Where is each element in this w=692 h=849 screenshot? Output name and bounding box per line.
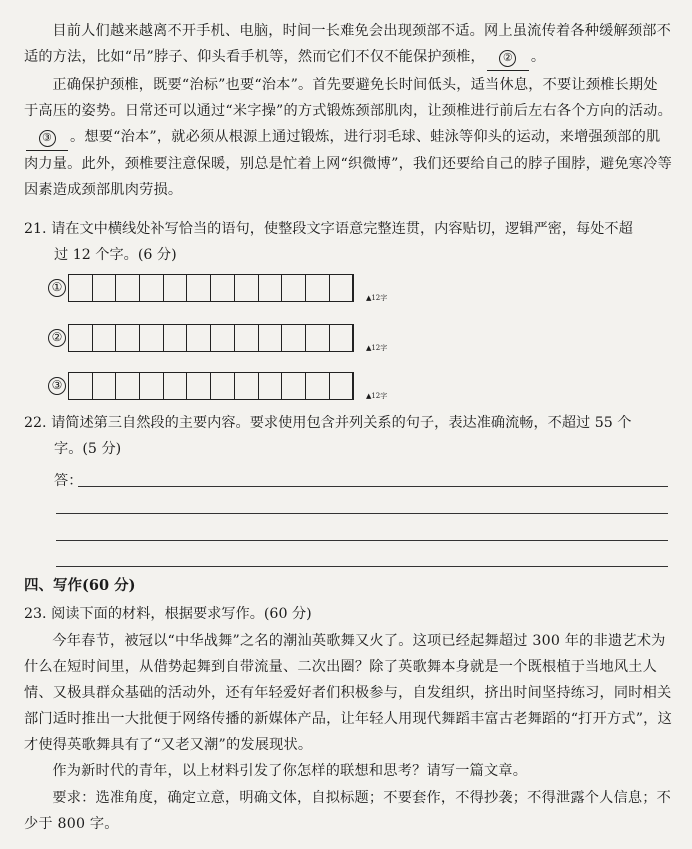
passage-paragraph-2 (24, 72, 672, 203)
answer-grid-row-3 (48, 372, 388, 400)
blank-2 (487, 44, 529, 71)
question-22 (24, 410, 672, 462)
passage-p1-end: 。 (530, 49, 546, 65)
q23-prompt: 作为新时代的青年，以上材料引发了你怎样的联想和思考？请写一篇文章。 (52, 763, 528, 779)
answer-grid-3[interactable] (68, 372, 388, 400)
q21-text-line1: 21. 请在文中横线处补写恰当的语句，使整段文字语意完整连贯，内容贴切，逻辑严密，每处不超 (24, 221, 633, 237)
answer-grid-label-3: ③ (48, 377, 66, 395)
q22-text-line2: 字。(5 分) (54, 441, 122, 457)
answer-grid-row-2 (48, 324, 388, 352)
char-limit-mark: ▲12字 (365, 344, 388, 352)
answer-line-1[interactable] (78, 486, 668, 487)
passage-p2a-text: 正确保护颈椎，既要“治标”也要“治本”。首先要避免长时间低头，适当休息，不要让颈椎长期处于高压的姿势。日常还可以通过“米字操”的方式锻炼颈部肌肉，让颈椎进行前后左右各个方向的活动。 (24, 77, 672, 119)
answer-grid-row-1 (48, 274, 388, 302)
blank-3 (26, 124, 68, 151)
blank-2-label: ② (499, 50, 516, 67)
section-title-writing: 四、写作(60 分) (24, 577, 136, 594)
answer-line-4[interactable] (56, 566, 668, 567)
q22-text-line1: 22. 请简述第三自然段的主要内容。要求使用包含并列关系的句子，表达准确流畅，不超过 55 个 (24, 415, 632, 431)
char-limit-mark: ▲12字 (365, 294, 388, 302)
passage-p2b-text: 。想要“治本”，就必须从根源上通过锻炼，进行羽毛球、蛙泳等仰头的运动，来增强颈部的肌肉力量。此外，颈椎要注意保暖，别总是忙着上网“织微博”，我们还要给自己的脖子围脖，避免寒冷等因素造成颈部肌肉劳损。 (24, 129, 672, 198)
passage-p1-text: 目前人们越来越离不开手机、电脑，时间一长难免会出现颈部不适。网上虽流传着各种缓解颈部不适的方法，比如“吊”脖子、仰头看手机等，然而它们不仅不能保护颈椎， (24, 23, 672, 65)
passage-paragraph-1 (24, 18, 672, 71)
answer-line-3[interactable] (56, 540, 668, 541)
question-23-title: 23. 阅读下面的材料，根据要求写作。(60 分) (24, 606, 312, 622)
question-21 (24, 216, 672, 268)
answer-line-2[interactable] (56, 513, 668, 514)
char-limit-mark: ▲12字 (365, 392, 388, 400)
q21-text-line2: 过 12 个字。(6 分) (54, 247, 177, 263)
answer-grid-1[interactable] (68, 274, 388, 302)
answer-grid-label-1: ① (48, 279, 66, 297)
blank-3-label: ③ (39, 130, 56, 147)
q22-answer-label: 答： (54, 473, 83, 489)
answer-grid-label-2: ② (48, 329, 66, 347)
answer-grid-2[interactable] (68, 324, 388, 352)
q23-material: 今年春节，被冠以“中华战舞”之名的潮汕英歌舞又火了。这项已经起舞超过 300 年的非遗艺术为什么在短时间里，从借势起舞到自带流量、二次出圈？除了英歌舞本身就是一个既根植于当地风土人情、又极具群众基础的活动外，还有年轻爱好者们积极参与，自发组织，挤出时间坚持练习，同时相关部门适时推出一大批便于网络传播的新媒体产品，让年轻人用现代舞蹈丰富古老舞蹈的“打开方式”，这才使得英歌舞具有了“又老又潮”的发展现状。 (24, 633, 672, 753)
q23-requirements: 要求：选准角度，确定立意，明确文体，自拟标题；不要套作，不得抄袭；不得泄露个人信息；不少于 800 字。 (24, 790, 672, 832)
